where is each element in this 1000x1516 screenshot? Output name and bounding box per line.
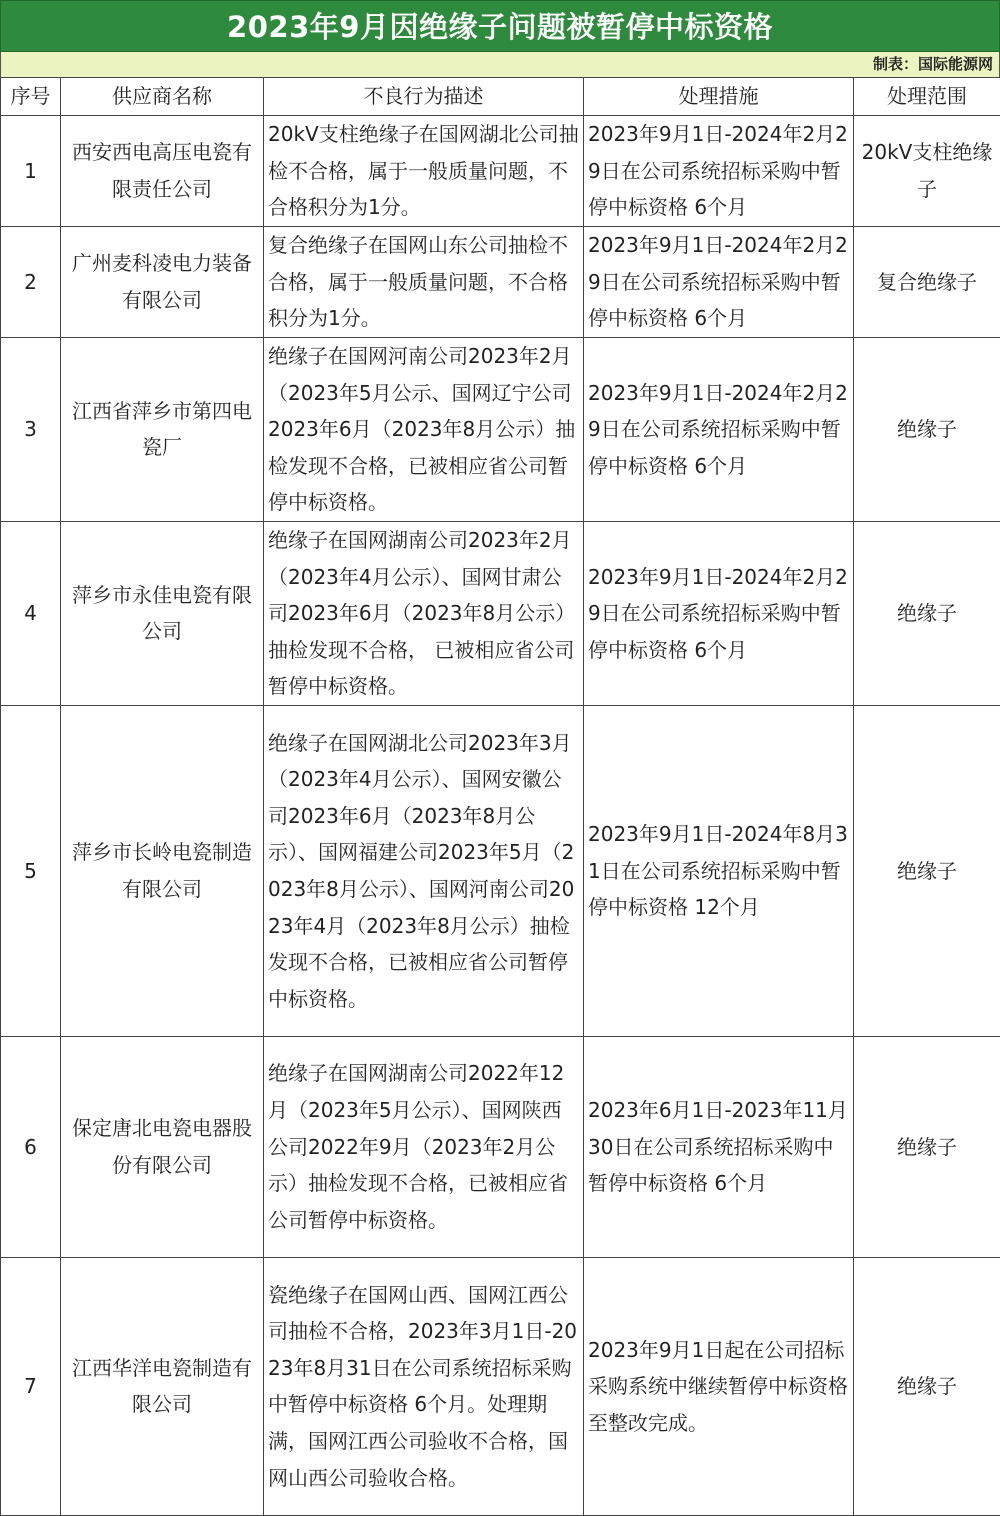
suspension-table — [0, 77, 1000, 1516]
row-no: 4 — [1, 521, 61, 705]
row-supplier: 江西省萍乡市第四电瓷厂 — [61, 338, 264, 522]
table-row — [1, 705, 1000, 1036]
row-scope: 绝缘子 — [854, 705, 1000, 1036]
row-supplier: 保定唐北电瓷电器股份有限公司 — [61, 1036, 264, 1257]
row-no: 5 — [1, 705, 61, 1036]
row-supplier: 西安西电高压电瓷有限责任公司 — [61, 116, 264, 227]
table-row — [1, 1036, 1000, 1257]
row-no: 2 — [1, 227, 61, 338]
table-row — [1, 116, 1000, 227]
row-issue: 20kV支柱绝缘子在国网湖北公司抽检不合格，属于一般质量问题，不合格积分为1分。 — [264, 116, 584, 227]
row-scope: 绝缘子 — [854, 1257, 1000, 1515]
table-row — [1, 1257, 1000, 1515]
row-no: 1 — [1, 116, 61, 227]
row-scope: 绝缘子 — [854, 1036, 1000, 1257]
row-measure: 2023年9月1日-2024年2月29日在公司系统招标采购中暂停中标资格 6个月 — [584, 521, 854, 705]
row-issue: 复合绝缘子在国网山东公司抽检不合格，属于一般质量问题，不合格积分为1分。 — [264, 227, 584, 338]
header-measure: 处理措施 — [584, 78, 854, 116]
row-issue: 绝缘子在国网河南公司2023年2月（2023年5月公示、国网辽宁公司2023年6月（2023年8月公示）抽检发现不合格，已被相应省公司暂停中标资格。 — [264, 338, 584, 522]
row-measure: 2023年9月1日-2024年2月29日在公司系统招标采购中暂停中标资格 6个月 — [584, 338, 854, 522]
row-supplier: 萍乡市长岭电瓷制造有限公司 — [61, 705, 264, 1036]
page-title: 2023年9月因绝缘子问题被暂停中标资格 — [0, 0, 1000, 52]
row-measure: 2023年9月1日-2024年8月31日在公司系统招标采购中暂停中标资格 12个月 — [584, 705, 854, 1036]
row-measure: 2023年6月1日-2023年11月30日在公司系统招标采购中暂停中标资格 6个月 — [584, 1036, 854, 1257]
row-issue: 瓷绝缘子在国网山西、国网江西公司抽检不合格，2023年3月1日-2023年8月31日在公司系统招标采购中暂停中标资格 6个月。处理期满，国网江西公司验收不合格，国网山西公司验收合格。 — [264, 1257, 584, 1515]
header-no: 序号 — [1, 78, 61, 116]
row-measure: 2023年9月1日-2024年2月29日在公司系统招标采购中暂停中标资格 6个月 — [584, 227, 854, 338]
row-measure: 2023年9月1日-2024年2月29日在公司系统招标采购中暂停中标资格 6个月 — [584, 116, 854, 227]
row-issue: 绝缘子在国网湖北公司2023年3月（2023年4月公示）、国网安徽公司2023年6月（2023年8月公示）、国网福建公司2023年5月（2023年8月公示）、国网河南公司2023年4月（2023年8月公示）抽检发现不合格，已被相应省公司暂停中标资格。 — [264, 705, 584, 1036]
row-scope: 复合绝缘子 — [854, 227, 1000, 338]
table-row — [1, 227, 1000, 338]
header-scope: 处理范围 — [854, 78, 1000, 116]
row-issue: 绝缘子在国网湖南公司2023年2月（2023年4月公示）、国网甘肃公司2023年6月（2023年8月公示）抽检发现不合格， 已被相应省公司暂停中标资格。 — [264, 521, 584, 705]
header-supplier: 供应商名称 — [61, 78, 264, 116]
table-row — [1, 338, 1000, 522]
row-no: 3 — [1, 338, 61, 522]
row-no: 6 — [1, 1036, 61, 1257]
row-supplier: 广州麦科凌电力装备有限公司 — [61, 227, 264, 338]
row-supplier: 萍乡市永佳电瓷有限公司 — [61, 521, 264, 705]
row-no: 7 — [1, 1257, 61, 1515]
row-scope: 绝缘子 — [854, 521, 1000, 705]
credit-line: 制表：国际能源网 — [0, 52, 1000, 77]
table-row — [1, 521, 1000, 705]
header-issue: 不良行为描述 — [264, 78, 584, 116]
row-measure: 2023年9月1日起在公司招标采购系统中继续暂停中标资格至整改完成。 — [584, 1257, 854, 1515]
row-scope: 20kV支柱绝缘子 — [854, 116, 1000, 227]
row-supplier: 江西华洋电瓷制造有限公司 — [61, 1257, 264, 1515]
table-header-row — [1, 78, 1000, 116]
row-scope: 绝缘子 — [854, 338, 1000, 522]
row-issue: 绝缘子在国网湖南公司2022年12月（2023年5月公示）、国网陕西公司2022年9月（2023年2月公示）抽检发现不合格，已被相应省公司暂停中标资格。 — [264, 1036, 584, 1257]
